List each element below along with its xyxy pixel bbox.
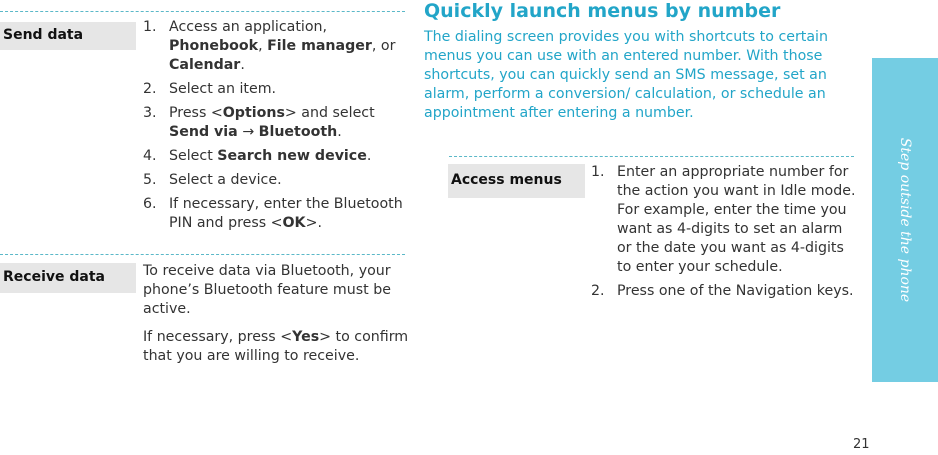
step-number: 2. bbox=[143, 81, 157, 97]
sidebar-text: Step outside the phone bbox=[897, 137, 913, 303]
bold-term: Options bbox=[222, 105, 285, 121]
step-item bbox=[143, 80, 411, 99]
text-run: Select an item. bbox=[169, 81, 277, 97]
text-run: Enter an appropriate number for the action you want in Idle mode. bbox=[617, 164, 856, 199]
section-title: Quickly launch menus by number bbox=[424, 0, 781, 22]
divider-receive-data bbox=[0, 254, 405, 255]
text-run: Press one of the Navigation keys. bbox=[617, 283, 854, 299]
bold-term: OK bbox=[282, 215, 306, 231]
section-intro: The dialing screen provides you with shortcuts to certain menus you can use with an entered number. With those shortcuts, you can quickly send an SMS message, set an alarm, perform a conversion/ calculation, or schedule an appointment after entering a number. bbox=[424, 29, 828, 121]
text-run: . bbox=[366, 148, 372, 164]
bold-term: Yes bbox=[292, 329, 320, 345]
text-run: To receive data via Bluetooth, your phone’s Bluetooth feature must be active. bbox=[143, 263, 391, 317]
step-number: 5. bbox=[143, 172, 157, 188]
bold-term: Phonebook bbox=[169, 38, 259, 54]
step-number: 1. bbox=[143, 19, 157, 35]
text-run: Select bbox=[169, 148, 218, 164]
text-run: If necessary, enter the Bluetooth PIN and press < bbox=[169, 196, 403, 231]
text-run: > and select bbox=[284, 105, 375, 121]
step-item bbox=[143, 147, 411, 166]
step-number: 4. bbox=[143, 148, 157, 164]
text-run: Press < bbox=[169, 105, 223, 121]
bold-term: Bluetooth bbox=[258, 124, 338, 140]
send-data-label: Send data bbox=[0, 22, 136, 50]
receive-data-text bbox=[143, 262, 411, 375]
step-item bbox=[591, 163, 859, 277]
step-number: 2. bbox=[591, 283, 605, 299]
text-run: , or bbox=[371, 38, 396, 54]
text-run: Select a device. bbox=[169, 172, 282, 188]
step-item bbox=[143, 104, 411, 142]
text-run: Access an application, bbox=[169, 19, 328, 35]
text-run: . bbox=[337, 124, 342, 140]
access-menus-steps bbox=[591, 163, 859, 306]
bold-term: Search new device bbox=[217, 148, 367, 164]
step-number: 3. bbox=[143, 105, 157, 121]
receive-paragraph bbox=[143, 262, 411, 319]
step-number: 1. bbox=[591, 164, 605, 180]
step-number: 6. bbox=[143, 196, 157, 212]
text-run: >. bbox=[305, 215, 322, 231]
bold-term: File manager bbox=[267, 38, 372, 54]
receive-paragraph bbox=[143, 328, 411, 366]
text-run: → bbox=[237, 124, 259, 140]
receive-data-label: Receive data bbox=[0, 263, 136, 293]
chapter-sidebar-tab bbox=[872, 58, 938, 382]
send-data-steps bbox=[143, 18, 411, 238]
text-run: For example, enter the time you want as 4-digits to set an alarm or the date you want as 4-digits to enter your schedule. bbox=[617, 202, 847, 275]
divider-access-menus bbox=[449, 156, 854, 157]
page-number: 21 bbox=[853, 437, 870, 452]
step-item bbox=[143, 195, 411, 233]
bold-term: Send via bbox=[169, 124, 238, 140]
divider-send-data bbox=[0, 11, 405, 12]
text-run: . bbox=[240, 57, 245, 73]
step-item bbox=[591, 282, 859, 301]
step-item bbox=[143, 18, 411, 75]
text-run: > to confirm that you are willing to receive. bbox=[143, 329, 409, 364]
text-run: , bbox=[258, 38, 268, 54]
text-run: If necessary, press < bbox=[143, 329, 293, 345]
step-item bbox=[143, 171, 411, 190]
access-menus-label: Access menus bbox=[448, 164, 585, 198]
bold-term: Calendar bbox=[169, 57, 241, 73]
